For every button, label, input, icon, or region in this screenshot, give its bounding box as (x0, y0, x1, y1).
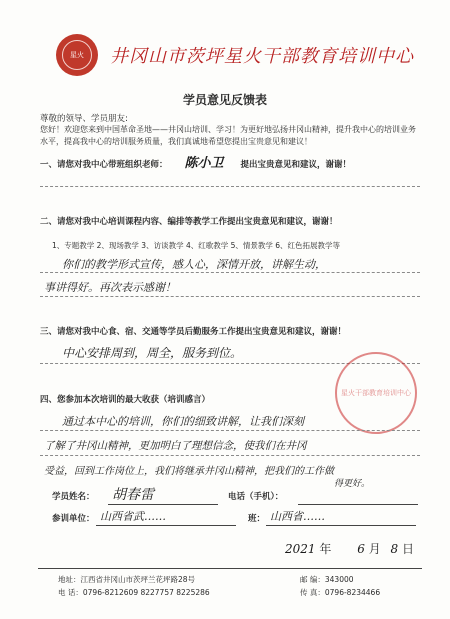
date-year: 2021 (285, 542, 316, 556)
footer-address (58, 574, 195, 585)
date (285, 540, 414, 557)
unit-value[interactable]: 山西省武…… (100, 510, 166, 523)
fax-label: 传 真： (300, 588, 325, 597)
logo-emblem: 星火 (62, 40, 92, 70)
date-day-suffix: 日 (402, 542, 415, 556)
student-name-value[interactable]: 胡春雷 (112, 487, 154, 503)
postcode-value: 343000 (324, 575, 354, 584)
date-month-suffix: 月 (368, 542, 381, 556)
phone-footer-value: 0796-8212609 8227757 8225286 (82, 588, 210, 597)
answer-line (40, 430, 420, 431)
date-month: 6 (357, 542, 365, 556)
center-logo (56, 34, 98, 76)
greeting: 尊敬的领导、学员朋友: (40, 114, 128, 124)
answer-line (40, 455, 420, 456)
question-1-prefix: 一、请您对我中心带班组织老师： (40, 160, 168, 170)
postcode-label: 邮 编： (300, 575, 325, 584)
question-2-answer-line1: 你们的教学形式宣传，感人心，深情开放，讲解生动， (62, 258, 326, 271)
question-1-suffix: 提出宝贵意见和建议，谢谢！ (240, 160, 351, 170)
answer-line (40, 186, 420, 187)
phone-label: 电话（手机）： (228, 492, 284, 502)
student-name-underline (108, 504, 218, 505)
phone-field[interactable] (298, 504, 418, 505)
class-underline (266, 525, 416, 526)
unit-label: 参训单位： (52, 514, 95, 524)
answer-line (40, 296, 420, 297)
unit-underline (96, 525, 236, 526)
intro-paragraph: 您好！欢迎您来到中国革命圣地——井冈山培训、学习！为更好地弘扬井冈山精神，提升我中心的培训业务水平，提高我中心的培训服务质量，我们真诚地希望您提出宝贵意见和建议！ (40, 125, 416, 146)
question-2: 二、请您对我中心培训课程内容、编排等教学工作提出宝贵意见和建议，谢谢！ (40, 217, 338, 227)
question-1 (40, 152, 351, 171)
student-name-label: 学员姓名： (52, 492, 95, 502)
question-4-answer-line3: 受益，回到工作岗位上，我们将继承井冈山精神，把我们的工作做 (44, 466, 334, 477)
phone-footer-label: 电 话： (58, 588, 83, 597)
question-3: 三、请您对我中心食、宿、交通等学员后勤服务工作提出宝贵意见和建议，谢谢！ (40, 327, 347, 337)
question-4-answer-line4: 得更好。 (334, 479, 371, 489)
question-2-options: 1、专题教学 2、现场教学 3、访谈教学 4、红歌教学 5、情景教学 6、红色拓展教学等 (52, 241, 341, 250)
question-4-answer-line1: 通过本中心的培训，你们的细致讲解，让我们深刻 (62, 415, 304, 428)
answer-line (40, 272, 420, 273)
official-seal: 星火干部教育培训中心 (335, 352, 417, 434)
footer-postcode (300, 574, 354, 585)
date-year-suffix: 年 (319, 542, 332, 556)
class-label: 班： (248, 514, 266, 524)
center-name: 井冈山市茨坪星火干部教育培训中心 (110, 46, 414, 67)
footer-fax (300, 587, 380, 598)
question-1-answer: 陈小卫 (184, 156, 224, 171)
question-3-answer: 中心安排周到，周全，服务到位。 (62, 346, 243, 360)
question-4-answer-line2: 了解了井冈山精神，更加明白了理想信念，使我们在井冈 (44, 440, 307, 452)
question-4: 四、您参加本次培训的最大收获（培训感言） (40, 395, 211, 405)
fax-value: 0796-8234466 (324, 588, 381, 597)
date-day: 8 (390, 542, 399, 556)
footer-phone (58, 587, 210, 598)
address-value: 江西省井冈山市茨坪兰花坪路28号 (80, 575, 196, 584)
address-label: 地址： (58, 575, 81, 584)
question-2-answer-line2: 事讲得好。再次表示感谢！ (44, 281, 176, 294)
page-title: 学员意见反馈表 (182, 93, 267, 107)
class-value[interactable]: 山西省…… (270, 510, 325, 523)
footer-divider (38, 568, 422, 569)
